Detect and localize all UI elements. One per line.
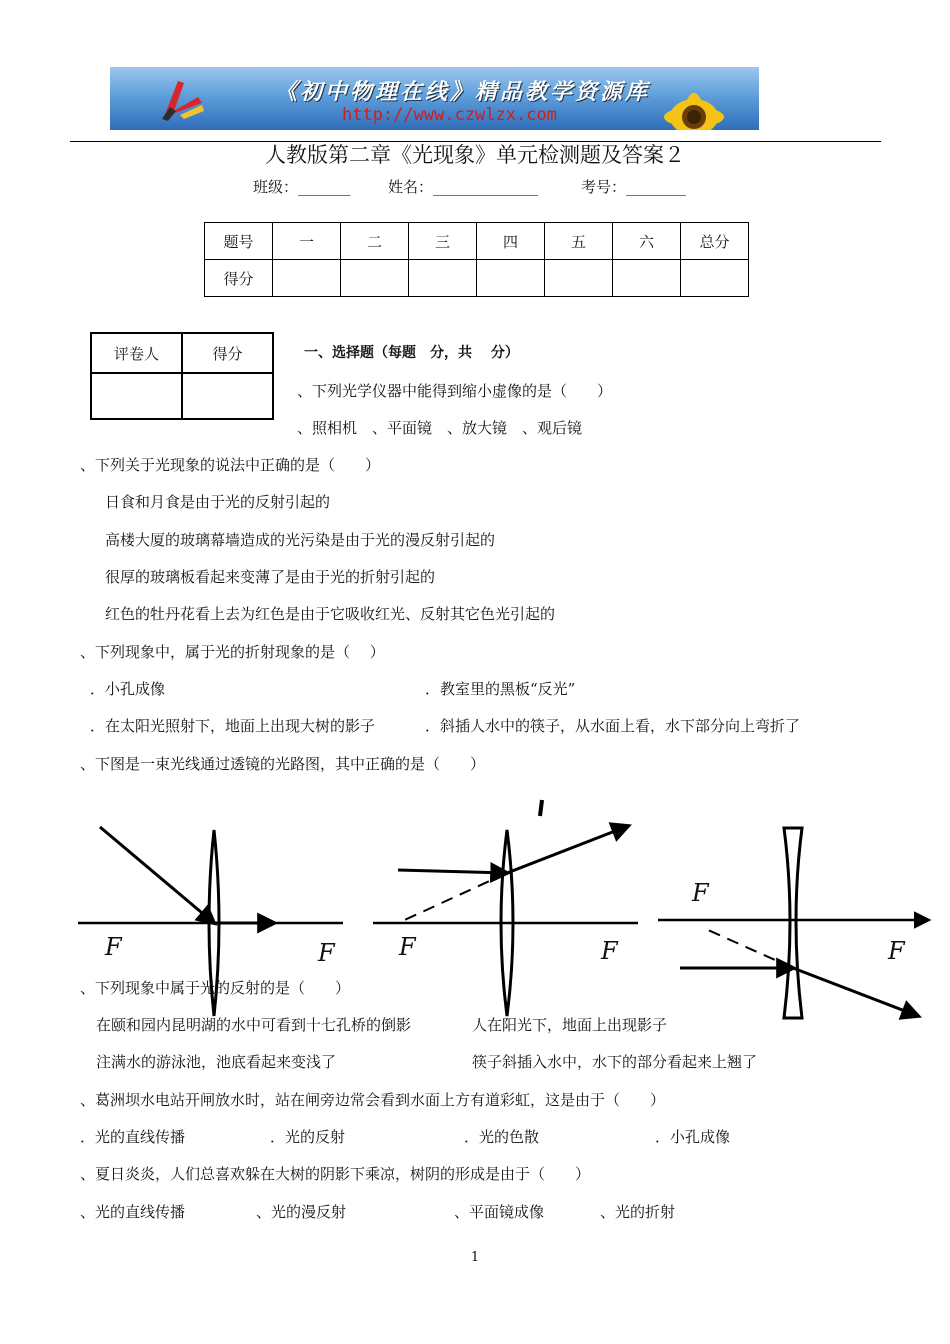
question-5-option: 人在阳光下，地面上出现影子 — [472, 1016, 668, 1034]
focus-label: F — [318, 939, 335, 967]
grader-value-row — [91, 373, 273, 419]
question-6: 、葛洲坝水电站开闸放水时，站在闸旁边常会看到水面上方有道彩虹，这是由于（ ） — [80, 1091, 666, 1109]
sunflower-icon — [658, 89, 730, 130]
question-6-option: ．小孔成像 — [655, 1128, 731, 1146]
score-row-label: 得分 — [205, 260, 273, 297]
question-5: 、下列现象中属于光的反射的是（ ） — [80, 979, 351, 997]
question-7: 、夏日炎炎，人们总喜欢躲在大树的阴影下乘凉，树阴的形成是由于（ ） — [80, 1165, 591, 1183]
grader-table — [90, 332, 274, 420]
question-6-option: ．光的直线传播 — [80, 1128, 186, 1146]
grader-header-row — [91, 333, 273, 373]
name-field[interactable] — [388, 177, 538, 197]
question-6-option: ．光的反射 — [270, 1128, 346, 1146]
grader-score-label: 得分 — [182, 333, 273, 373]
header-banner — [110, 67, 759, 130]
score-cell[interactable] — [477, 260, 545, 297]
grader-score-cell[interactable] — [182, 373, 273, 419]
score-header-cell: 总分 — [681, 223, 749, 260]
score-header-row — [205, 223, 749, 260]
question-2-option: 很厚的玻璃板看起来变薄了是由于光的折射引起的 — [105, 568, 436, 586]
exam-blank: ________ — [626, 178, 687, 196]
question-5-option: 注满水的游泳池，池底看起来变浅了 — [96, 1053, 337, 1071]
document-title: 人教版第二章《光现象》单元检测题及答案２ — [265, 143, 685, 167]
score-cell[interactable] — [681, 260, 749, 297]
score-header-cell: 一 — [273, 223, 341, 260]
score-table — [204, 222, 749, 297]
name-blank: ______________ — [433, 178, 539, 196]
focus-label: F — [692, 879, 709, 907]
question-3-option: ．小孔成像 — [90, 680, 166, 698]
focus-label: F — [105, 933, 122, 961]
question-1: 、下列光学仪器中能得到缩小虚像的是（ ） — [297, 382, 613, 400]
focus-label: F — [888, 937, 905, 965]
question-7-option: 、平面镜成像 — [454, 1203, 545, 1221]
question-7-option: 、光的直线传播 — [80, 1203, 186, 1221]
logo-icon — [158, 77, 208, 123]
question-3-option: ．斜插人水中的筷子，从水面上看，水下部分向上弯折了 — [425, 717, 801, 735]
banner-title: 《初中物理在线》精品教学资源库 — [275, 79, 651, 105]
diagram-b — [373, 800, 638, 1016]
question-2: 、下列关于光现象的说法中正确的是（ ） — [80, 456, 381, 474]
question-2-option: 日食和月食是由于光的反射引起的 — [105, 493, 331, 511]
question-5-option: 在颐和园内昆明湖的水中可看到十七孔桥的倒影 — [96, 1016, 412, 1034]
focus-label: F — [399, 933, 416, 961]
score-header-cell: 六 — [613, 223, 681, 260]
question-7-option: 、光的折射 — [600, 1203, 676, 1221]
score-cell[interactable] — [341, 260, 409, 297]
exam-number-field[interactable] — [581, 177, 686, 197]
score-header-cell: 三 — [409, 223, 477, 260]
exam-label: 考号： — [581, 178, 627, 196]
class-field[interactable] — [253, 177, 351, 197]
question-1-options: 、照相机 、平面镜 、放大镜 、观后镜 — [297, 419, 583, 437]
question-2-option: 红色的牡丹花看上去为红色是由于它吸收红光、反射其它色光引起的 — [105, 605, 556, 623]
name-label: 姓名： — [388, 178, 434, 196]
class-blank: _______ — [298, 178, 351, 196]
question-3-option: ．在太阳光照射下，地面上出现大树的影子 — [90, 717, 376, 735]
question-6-option: ．光的色散 — [464, 1128, 540, 1146]
score-cell[interactable] — [273, 260, 341, 297]
score-header-cell: 四 — [477, 223, 545, 260]
score-header-cell: 二 — [341, 223, 409, 260]
question-2-option: 高楼大厦的玻璃幕墙造成的光污染是由于光的漫反射引起的 — [105, 531, 496, 549]
score-cell[interactable] — [613, 260, 681, 297]
question-4: 、下图是一束光线通过透镜的光路图，其中正确的是（ ） — [80, 755, 486, 773]
class-label: 班级： — [253, 178, 299, 196]
score-value-row — [205, 260, 749, 297]
score-cell[interactable] — [545, 260, 613, 297]
banner-url[interactable]: http://www.czwlzx.com — [342, 105, 557, 125]
question-3: 、下列现象中，属于光的折射现象的是（ ） — [80, 643, 385, 661]
score-cell[interactable] — [409, 260, 477, 297]
diagram-c — [658, 828, 928, 1018]
score-header-cell: 五 — [545, 223, 613, 260]
page-number: 1 — [470, 1250, 480, 1265]
question-7-option: 、光的漫反射 — [256, 1203, 347, 1221]
question-5-option: 筷子斜插入水中，水下的部分看起来上翘了 — [472, 1053, 758, 1071]
focus-label: F — [601, 937, 618, 965]
grader-label: 评卷人 — [91, 333, 182, 373]
score-header-cell: 题号 — [205, 223, 273, 260]
section-heading: 一、选择题（每题 分，共 分） — [304, 345, 519, 361]
question-3-option: ．教室里的黑板“反光” — [425, 680, 576, 698]
grader-cell[interactable] — [91, 373, 182, 419]
